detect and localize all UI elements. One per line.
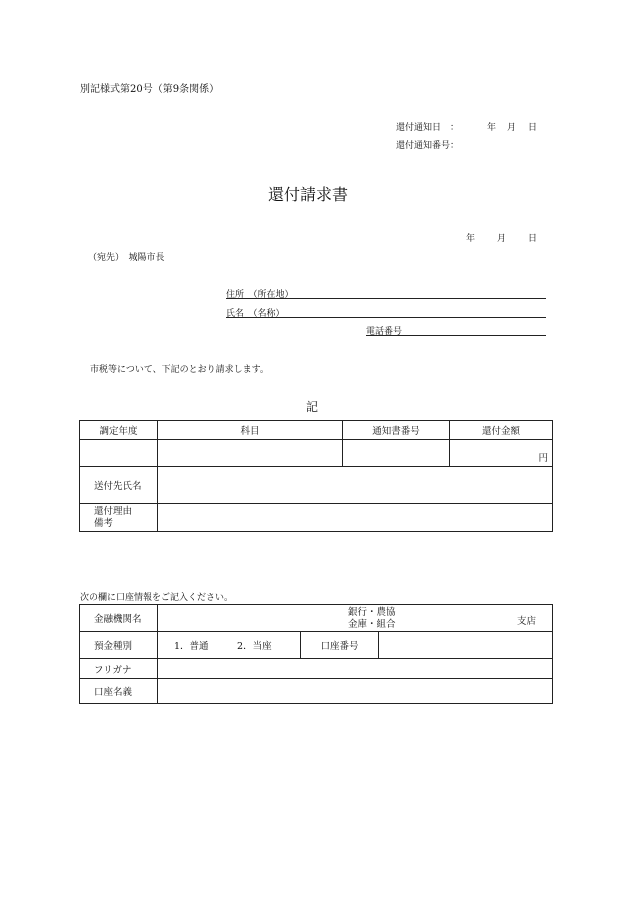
- header-fiscal-year: 調定年度: [80, 421, 158, 440]
- recipient-row: [80, 467, 553, 504]
- header-refund-amount: 還付金額: [450, 421, 553, 440]
- date-day: 日: [528, 234, 538, 244]
- furigana-label: フリガナ: [80, 659, 158, 679]
- header-tax-item: 科目: [158, 421, 343, 440]
- account-number-label: 口座番号: [301, 632, 379, 659]
- request-text: 市税等について、下記のとおり請求します。: [90, 365, 269, 375]
- notice-date-month: 月: [507, 123, 517, 133]
- name-label: 氏名 （名称）: [226, 309, 285, 319]
- date-year: 年: [466, 234, 476, 244]
- bank-type-line2: 金庫・組合: [348, 619, 396, 630]
- fiscal-year-cell[interactable]: [80, 440, 158, 467]
- furigana-row: [80, 659, 553, 679]
- account-table: [79, 604, 553, 704]
- notice-date-day: 日: [528, 123, 538, 133]
- date-month: 月: [497, 234, 507, 244]
- reason-row: [80, 504, 553, 532]
- address-underline: [226, 298, 546, 299]
- deposit-row: [80, 632, 553, 659]
- reason-cell[interactable]: [158, 504, 553, 532]
- notice-date-year: 年: [487, 123, 497, 133]
- bank-type-line1: 銀行・農協: [348, 607, 396, 618]
- account-name-label: 口座名義: [80, 679, 158, 704]
- notice-number-label: 還付通知番号：: [396, 141, 460, 151]
- reason-label: [80, 504, 158, 532]
- name-underline: [226, 317, 546, 318]
- refund-header-row: [80, 421, 553, 440]
- recipient-label: 送付先氏名: [80, 467, 158, 504]
- branch-label: 支店: [517, 616, 537, 627]
- phone-underline: [366, 335, 546, 336]
- bank-type: [348, 607, 396, 631]
- refund-entry-row: [80, 440, 553, 467]
- addressee: （宛先） 城陽市長: [88, 253, 165, 263]
- yen-unit: 円: [538, 453, 548, 464]
- bank-label: 金融機関名: [80, 605, 158, 632]
- notice-number-cell[interactable]: [343, 440, 450, 467]
- bank-cell[interactable]: [158, 605, 553, 632]
- phone-label: 電話番号: [366, 327, 403, 337]
- deposit-options[interactable]: 1．普通 2．当座: [158, 632, 301, 659]
- header-notice-number: 通知書番号: [343, 421, 450, 440]
- account-note: 次の欄に口座情報をご記入ください。: [80, 593, 234, 603]
- deposit-type-label: 預金種別: [80, 632, 158, 659]
- account-name-row: [80, 679, 553, 704]
- recipient-cell[interactable]: [158, 467, 553, 504]
- account-number-cell[interactable]: [379, 632, 553, 659]
- refund-table: [79, 420, 553, 532]
- refund-amount-cell[interactable]: [450, 440, 553, 467]
- address-label: 住所 （所在地）: [226, 290, 294, 300]
- tax-item-cell[interactable]: [158, 440, 343, 467]
- notice-date-label: 還付通知日 ：: [396, 123, 460, 133]
- ki-heading: 記: [306, 400, 319, 414]
- form-reference: 別記様式第20号（第9条関係）: [80, 84, 220, 95]
- reason-label-line1: 還付理由: [94, 505, 133, 517]
- document-title: 還付請求書: [268, 185, 349, 204]
- account-name-cell[interactable]: [158, 679, 553, 704]
- bank-row: [80, 605, 553, 632]
- furigana-cell[interactable]: [158, 659, 553, 679]
- reason-label-line2: 備考: [94, 517, 114, 529]
